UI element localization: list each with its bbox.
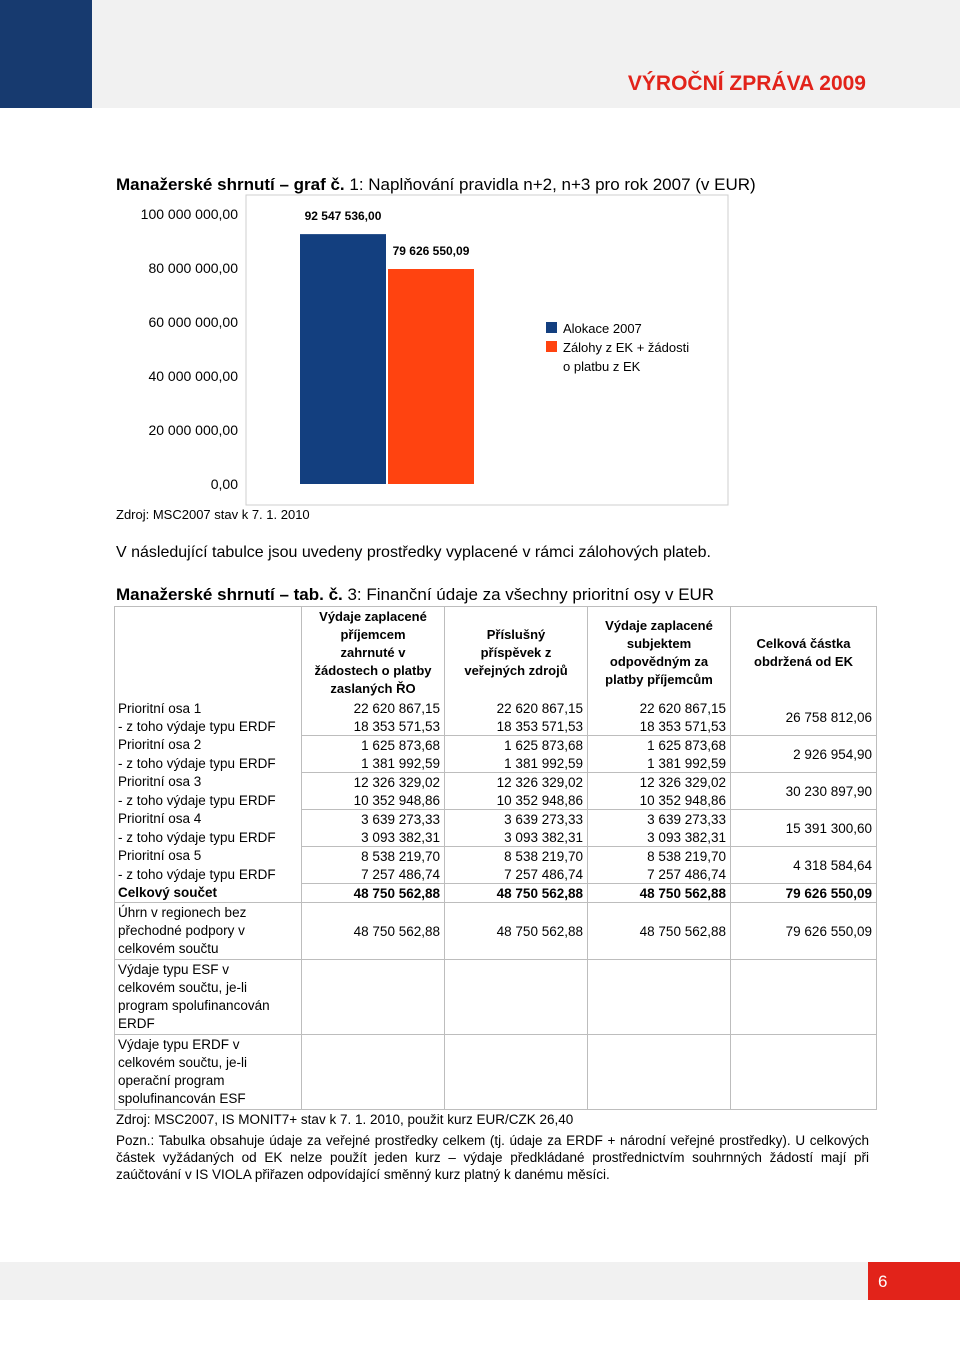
legend-label-2b: o platbu z EK <box>563 359 641 374</box>
row-label: Prioritní osa 1 <box>115 699 302 717</box>
extra-row-value: 48 750 562,88 <box>302 903 445 960</box>
table-header-line: Celková částka <box>756 636 851 651</box>
table-extra-row <box>115 960 877 1035</box>
row-label: Prioritní osa 2 <box>115 736 302 755</box>
table-header-line: odpovědným za <box>609 654 709 669</box>
extra-row-label-line: celkovém součtu, je-li <box>118 1055 248 1070</box>
cell-value: 7 257 486,74 <box>588 865 731 884</box>
cell-value: 8 538 219,70 <box>445 847 588 866</box>
extra-row-label-line: Výdaje typu ERDF v <box>118 1037 240 1052</box>
cell-value: 3 093 382,31 <box>445 828 588 847</box>
legend-swatch-1 <box>546 322 557 333</box>
row-label: - z toho výdaje typu ERDF <box>115 865 302 884</box>
intro-paragraph: V následující tabulce jsou uvedeny prostředky vyplacené v rámci zálohových plateb. <box>116 544 711 561</box>
extra-row-value <box>588 1035 731 1110</box>
extra-row-label <box>115 903 302 960</box>
extra-row-label-line: program spolufinancován <box>118 998 270 1013</box>
extra-row-value: 48 750 562,88 <box>445 903 588 960</box>
table-header-line: Příslušný <box>486 627 546 642</box>
bar-chart <box>0 0 960 520</box>
extra-row-value <box>731 1035 877 1110</box>
report-title: VÝROČNÍ ZPRÁVA 2009 <box>627 72 866 95</box>
cell-value: 3 639 273,33 <box>445 810 588 829</box>
cell-value: 8 538 219,70 <box>302 847 445 866</box>
cell-value: 1 381 992,59 <box>445 754 588 773</box>
y-tick-label: 80 000 000,00 <box>148 260 238 276</box>
extra-row-label-line: Úhrn v regionech bez <box>118 905 247 920</box>
bar-2 <box>388 269 474 484</box>
row-label: Prioritní osa 5 <box>115 847 302 866</box>
cell-value: 12 326 329,02 <box>445 773 588 792</box>
table-header-line: zaslaných ŘO <box>330 681 416 696</box>
table-row <box>115 699 877 717</box>
cell-value: 3 639 273,33 <box>302 810 445 829</box>
table-header-line: zahrnuté v <box>340 645 406 660</box>
footer-gray-block <box>0 1262 868 1300</box>
cell-total-ek: 2 926 954,90 <box>731 736 877 773</box>
y-tick-label: 40 000 000,00 <box>148 368 238 384</box>
cell-value: 10 352 948,86 <box>445 791 588 810</box>
table-row <box>115 810 877 829</box>
total-value: 48 750 562,88 <box>445 884 588 903</box>
cell-value: 22 620 867,15 <box>302 699 445 717</box>
cell-value: 7 257 486,74 <box>445 865 588 884</box>
y-tick-label: 60 000 000,00 <box>148 314 238 330</box>
cell-total-ek: 26 758 812,06 <box>731 699 877 736</box>
table-header-cell <box>302 607 445 700</box>
extra-row-label-line: operační program <box>118 1073 225 1088</box>
cell-value: 18 353 571,53 <box>302 717 445 736</box>
chart-title: Manažerské shrnutí – graf č. 1: Naplňování pravidla n+2, n+3 pro rok 2007 (v EUR) <box>116 175 756 194</box>
cell-value: 1 625 873,68 <box>302 736 445 755</box>
table-extra-row <box>115 1035 877 1110</box>
table-row <box>115 847 877 866</box>
cell-value: 10 352 948,86 <box>302 791 445 810</box>
cell-value: 3 093 382,31 <box>302 828 445 847</box>
extra-row-label-line: celkovém součtu, je-li <box>118 980 248 995</box>
extra-row-label <box>115 960 302 1035</box>
extra-row-value <box>588 960 731 1035</box>
chart-source: Zdroj: MSC2007 stav k 7. 1. 2010 <box>116 507 310 522</box>
legend-swatch-2 <box>546 341 557 352</box>
legend-label-1: Alokace 2007 <box>563 321 642 336</box>
cell-value: 12 326 329,02 <box>302 773 445 792</box>
cell-value: 22 620 867,15 <box>445 699 588 717</box>
extra-row-label <box>115 1035 302 1110</box>
table-header-line: platby příjemcům <box>605 672 713 687</box>
cell-value: 18 353 571,53 <box>588 717 731 736</box>
y-tick-label: 20 000 000,00 <box>148 422 238 438</box>
total-value: 48 750 562,88 <box>302 884 445 903</box>
extra-row-label-line: přechodné podpory v <box>118 923 245 938</box>
cell-value: 1 625 873,68 <box>588 736 731 755</box>
table-header-line: Výdaje zaplacené <box>605 618 713 633</box>
table-header-cell <box>445 607 588 700</box>
y-tick-label: 100 000 000,00 <box>140 206 238 222</box>
table-title: Manažerské shrnutí – tab. č. 3: Finanční údaje za všechny prioritní osy v EUR <box>116 585 715 604</box>
cell-total-ek: 4 318 584,64 <box>731 847 877 884</box>
table-row <box>115 773 877 792</box>
cell-value: 3 639 273,33 <box>588 810 731 829</box>
extra-row-label-line: spolufinancován ESF <box>118 1091 246 1106</box>
extra-row-label-line: celkovém součtu <box>118 941 219 956</box>
row-label: - z toho výdaje typu ERDF <box>115 754 302 773</box>
table-header-empty <box>115 607 302 700</box>
bar-value-label: 79 626 550,09 <box>392 244 470 259</box>
extra-row-value: 79 626 550,09 <box>731 903 877 960</box>
cell-value: 7 257 486,74 <box>302 865 445 884</box>
cell-value: 1 381 992,59 <box>588 754 731 773</box>
row-label: - z toho výdaje typu ERDF <box>115 828 302 847</box>
financial-table <box>114 606 877 1110</box>
row-label: - z toho výdaje typu ERDF <box>115 717 302 736</box>
cell-total-ek: 30 230 897,90 <box>731 773 877 810</box>
table-extra-row <box>115 903 877 960</box>
table-header-line: veřejných zdrojů <box>464 663 568 678</box>
extra-row-value <box>302 1035 445 1110</box>
bar-1 <box>300 234 386 484</box>
extra-row-value <box>445 960 588 1035</box>
table-source: Zdroj: MSC2007, IS MONIT7+ stav k 7. 1. 2010, použit kurz EUR/CZK 26,40 <box>116 1112 574 1127</box>
extra-row-label-line: ERDF <box>118 1016 155 1031</box>
footer-bar <box>0 1262 960 1300</box>
table-header-line: Výdaje zaplacené <box>319 609 427 624</box>
table-header-line: příjemcem <box>340 627 406 642</box>
table-header-row <box>115 607 877 700</box>
cell-value: 10 352 948,86 <box>588 791 731 810</box>
table-header-line: obdržená od EK <box>754 654 853 669</box>
table-row <box>115 736 877 755</box>
cell-total-ek: 15 391 300,60 <box>731 810 877 847</box>
table-header-line: příspěvek z <box>480 645 552 660</box>
row-label: Prioritní osa 3 <box>115 773 302 792</box>
extra-row-value <box>731 960 877 1035</box>
page-number: 6 <box>878 1272 888 1291</box>
legend-label-2: Zálohy z EK + žádosti <box>563 340 690 355</box>
row-label: Prioritní osa 4 <box>115 810 302 829</box>
cell-value: 22 620 867,15 <box>588 699 731 717</box>
cell-value: 18 353 571,53 <box>445 717 588 736</box>
cell-value: 12 326 329,02 <box>588 773 731 792</box>
y-tick-label: 0,00 <box>210 476 238 492</box>
cell-value: 8 538 219,70 <box>588 847 731 866</box>
cell-value: 1 381 992,59 <box>302 754 445 773</box>
total-value: 79 626 550,09 <box>731 884 877 903</box>
row-label: - z toho výdaje typu ERDF <box>115 791 302 810</box>
table-header-line: žádostech o platby <box>314 663 432 678</box>
bar-value-label: 92 547 536,00 <box>304 209 382 224</box>
table-note: Pozn.: Tabulka obsahuje údaje za veřejné prostředky celkem (tj. údaje za ERDF + národní veřejné prostředky). U celkových částek vyžádaných od EK nelze použít jeden kurz – výdaje předkládané prostřednictvím souhrnných žádostí mají při zaúčtování v IS VIOLA přiřazen odpovídající směnný kurz platný k danému měsíci. <box>116 1133 869 1182</box>
total-value: 48 750 562,88 <box>588 884 731 903</box>
extra-row-value: 48 750 562,88 <box>588 903 731 960</box>
table-header-cell <box>731 607 877 700</box>
cell-value: 3 093 382,31 <box>588 828 731 847</box>
cell-value: 1 625 873,68 <box>445 736 588 755</box>
extra-row-value <box>302 960 445 1035</box>
total-label: Celkový součet <box>115 884 302 903</box>
extra-row-value <box>445 1035 588 1110</box>
extra-row-label-line: Výdaje typu ESF v <box>118 962 230 977</box>
table-total-row <box>115 884 877 903</box>
table-header-line: subjektem <box>626 636 692 651</box>
table-header-cell <box>588 607 731 700</box>
